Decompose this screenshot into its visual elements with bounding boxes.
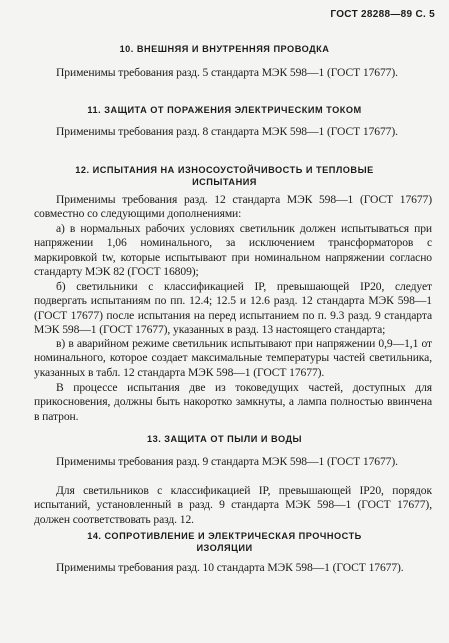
section-11-body: Применимы требования разд. 8 стандарта МЭК 598—1 (ГОСТ 17677). [56, 125, 398, 138]
section-12-item-a: а) в нормальных рабочих условиях светильник должен испытываться при напряжении 1,06 номинального, за исключением трансформаторов с маркировкой tw, которые испытывают при номинальном напряжении согласно стандарту МЭК 82 (ГОСТ 16809); [34, 222, 432, 279]
section-12-intro: Применимы требования разд. 12 стандарта МЭК 598—1 (ГОСТ 17677) совместно со следующими дополнениями: [34, 193, 432, 221]
section-14-body: Применимы требования разд. 10 стандарта МЭК 598—1 (ГОСТ 17677). [56, 561, 404, 574]
section-13-title: 13. ЗАЩИТА ОТ ПЫЛИ И ВОДЫ [146, 434, 303, 444]
section-14-title-line-2: ИЗОЛЯЦИИ [196, 543, 253, 553]
section-12-item-c: в) в аварийном режиме светильник испытывают при напряжении 0,9—1,1 от номинального, которое создает максимальные температуры частей светильника, указанных в табл. 12 стандарта МЭК 598—1 (ГОСТ 17677). [34, 337, 432, 379]
section-10-title: 10. ВНЕШНЯЯ И ВНУТРЕННЯЯ ПРОВОДКА [119, 44, 330, 54]
section-12-title-line-1: 12. ИСПЫТАНИЯ НА ИЗНОСОУСТОЙЧИВОСТЬ И ТЕПЛОВЫЕ [75, 165, 374, 175]
section-12-note: В процессе испытания две из токоведущих частей, доступных для прикосновения, должны быть накоротко замкнуты, а лампа полностью ввинчена в патрон. [34, 381, 432, 423]
section-14-title-line-1: 14. СОПРОТИВЛЕНИЕ И ЭЛЕКТРИЧЕСКАЯ ПРОЧНОСТЬ [87, 531, 362, 541]
page-header: ГОСТ 28288—89 С. 5 [330, 9, 435, 20]
section-11-title: 11. ЗАЩИТА ОТ ПОРАЖЕНИЯ ЭЛЕКТРИЧЕСКИМ ТОКОМ [87, 105, 362, 115]
section-10-body: Применимы требования разд. 5 стандарта МЭК 598—1 (ГОСТ 17677). [56, 66, 398, 79]
section-12-item-b: б) светильники с классификацией IP, превышающей IP20, следует подвергать испытаниям по пп. 12.4; 12.5 и 12.6 разд. 12 стандарта МЭК 598—1 (ГОСТ 17677) после испытания на перед испытанием по п. 9.3 разд. 9 стандарта МЭК 598—1 (ГОСТ 17677), указанных в разд. 13 настоящего стандарта; [34, 280, 432, 337]
section-13-body-1: Применимы требования разд. 9 стандарта МЭК 598—1 (ГОСТ 17677). [56, 455, 398, 468]
section-13-body-2: Для светильников с классификацией IP, превышающей IP20, порядок испытаний, установленный в разд. 9 стандарта МЭК 598—1 (ГОСТ 17677), должен соответствовать разд. 12. [34, 484, 432, 526]
section-12-title-line-2: ИСПЫТАНИЯ [192, 177, 257, 187]
